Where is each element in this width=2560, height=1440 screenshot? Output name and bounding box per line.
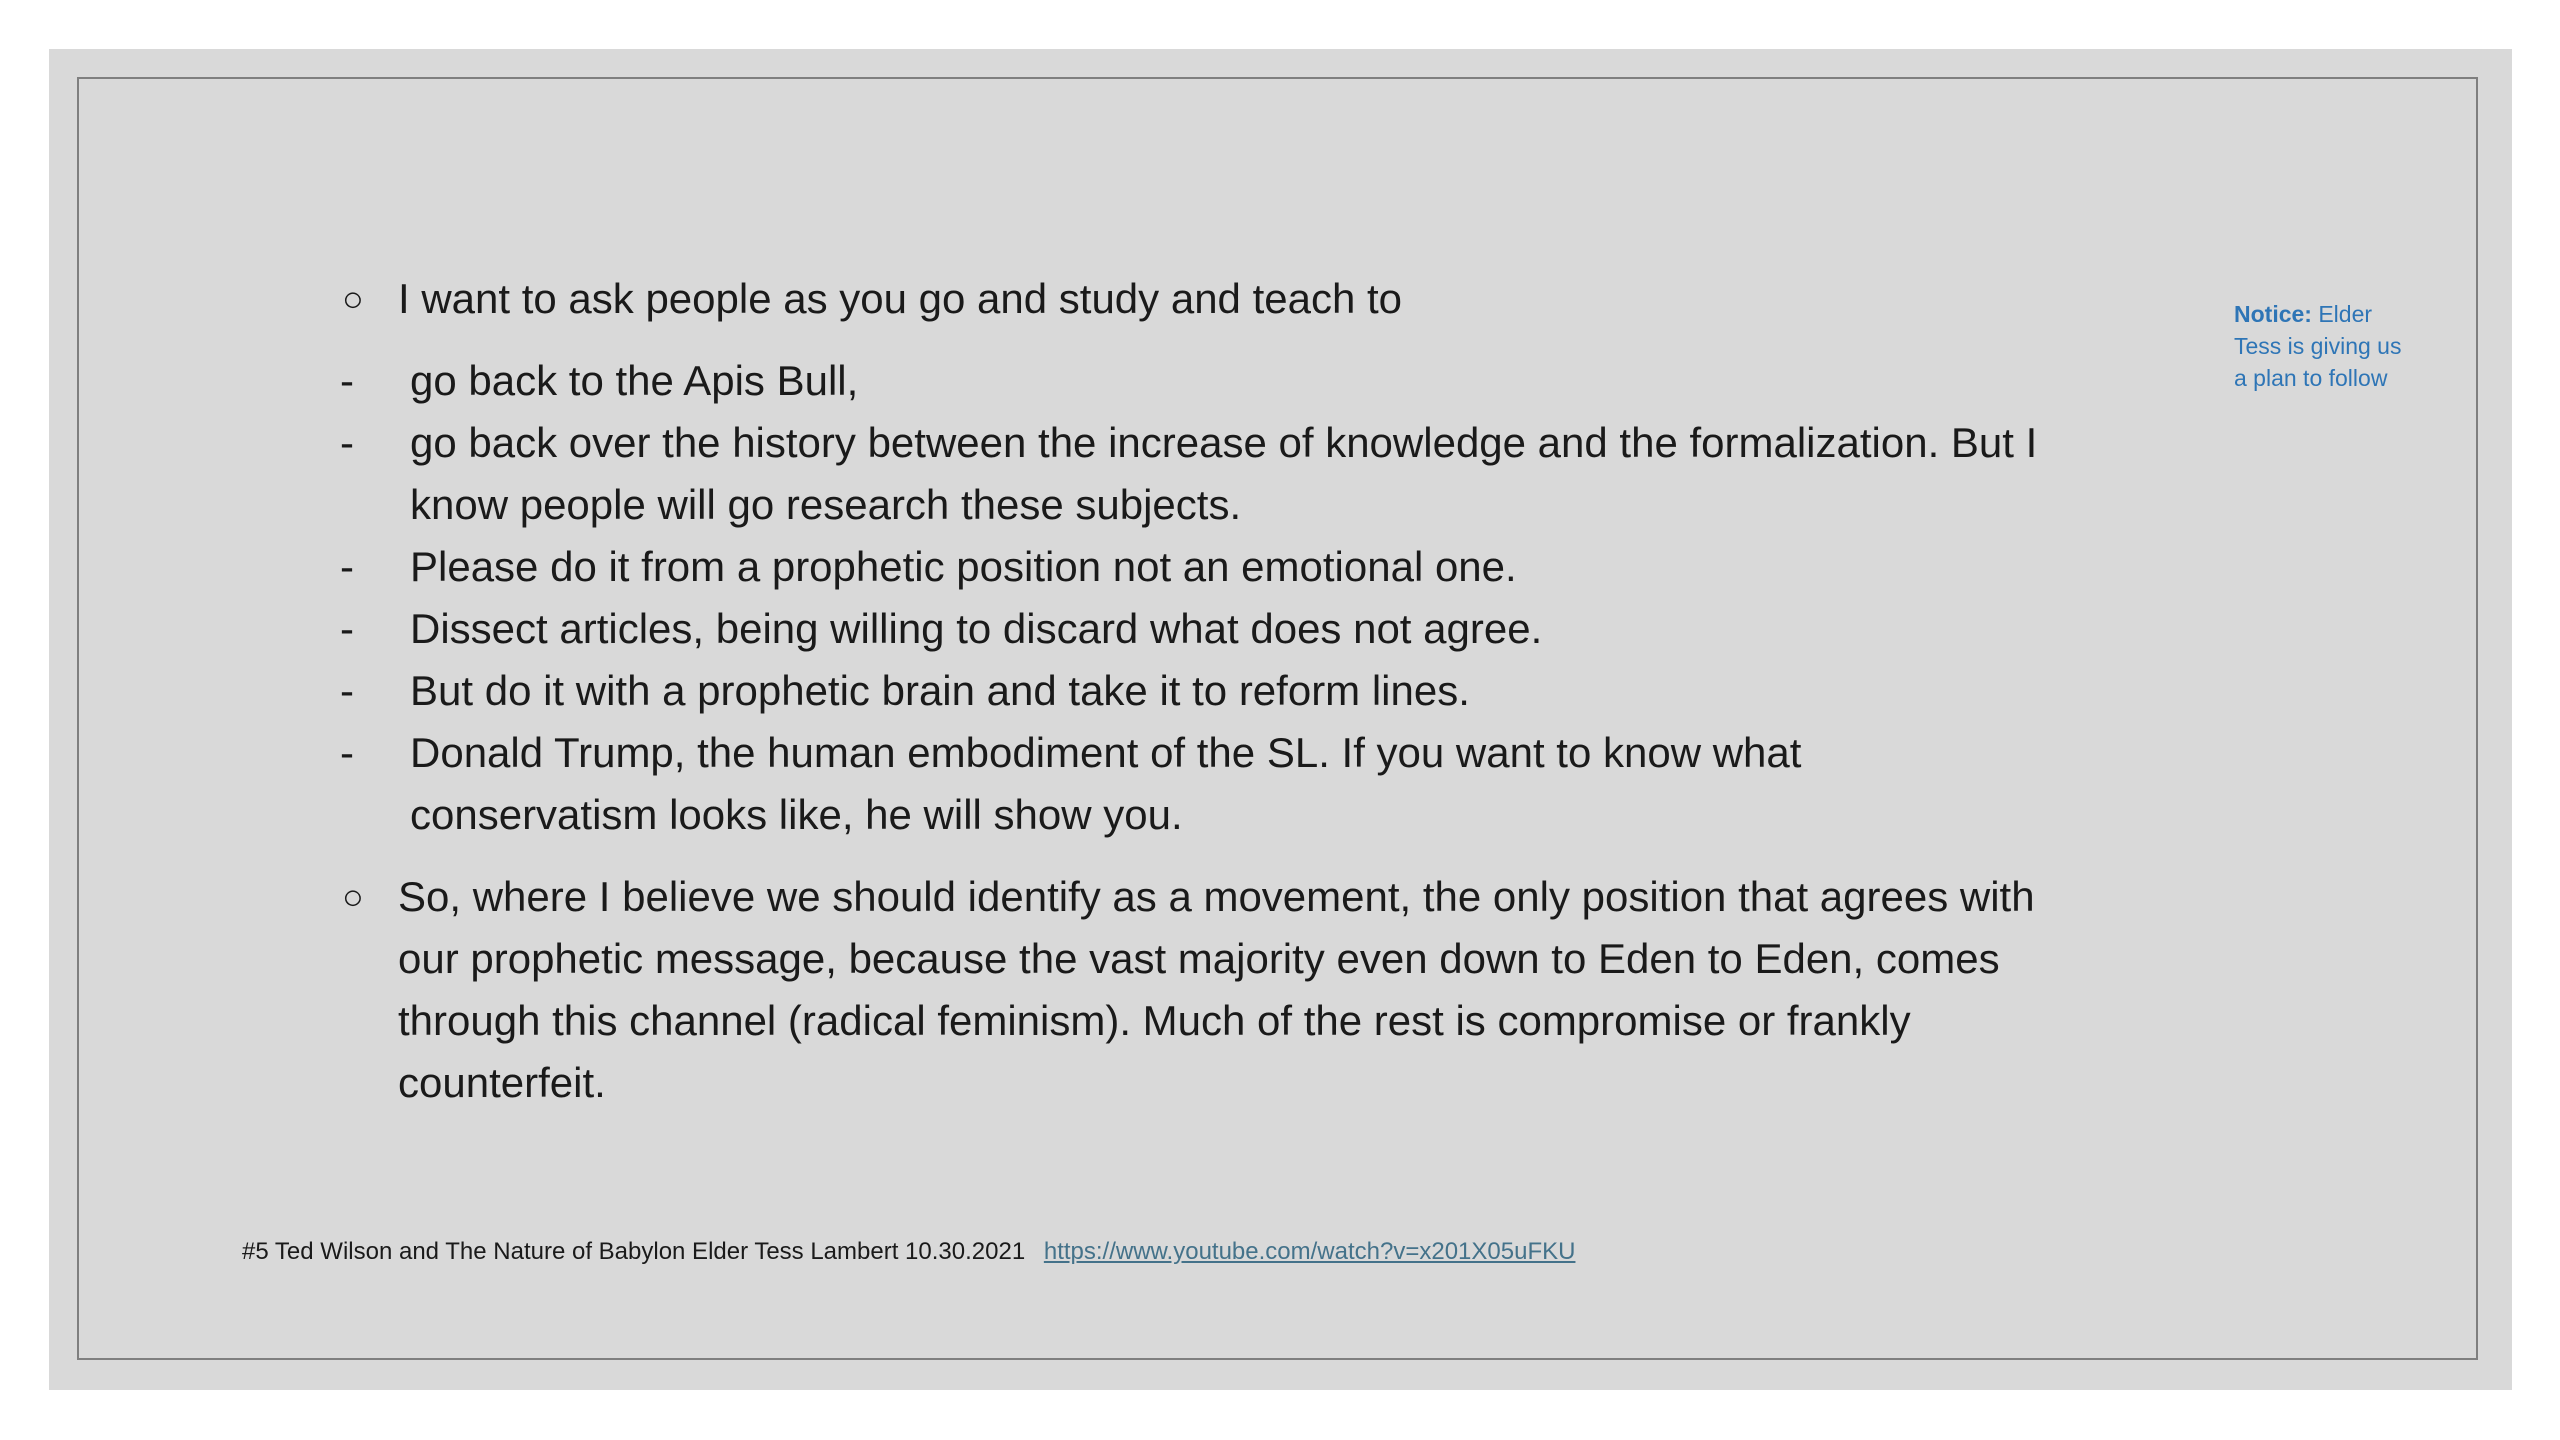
dash-item (330, 412, 2210, 536)
dash-item (330, 350, 2210, 412)
dash-bullet-icon: - (340, 419, 354, 466)
dash-item-text: Please do it from a prophetic position not an emotional one. (410, 543, 1517, 590)
slide-content (330, 268, 2210, 1114)
dash-bullet-icon: - (340, 543, 354, 590)
closing-bullet (330, 866, 2210, 1114)
dash-item-text: know people will go research these subjects. (410, 481, 1242, 528)
notice-label: Notice: (2234, 301, 2312, 327)
circle-bullet-icon: ○ (342, 876, 364, 917)
closing-bullet-text: counterfeit. (398, 1059, 606, 1106)
dash-bullet-icon: - (340, 667, 354, 714)
notice-annotation (2234, 298, 2434, 394)
closing-bullet-text: our prophetic message, because the vast majority even down to Eden to Eden, comes (398, 935, 2000, 982)
dash-item-text: Donald Trump, the human embodiment of the SL. If you want to know what (410, 729, 1802, 776)
intro-bullet (330, 268, 2210, 330)
dash-item-text: conservatism looks like, he will show you. (410, 791, 1183, 838)
intro-bullet-text: I want to ask people as you go and study and teach to (398, 275, 1403, 322)
notice-text: Elder (2318, 301, 2373, 327)
dash-item (330, 722, 2210, 846)
dash-item-text: Dissect articles, being willing to discard what does not agree. (410, 605, 1543, 652)
notice-text: a plan to follow (2234, 365, 2388, 391)
dash-bullet-icon: - (340, 605, 354, 652)
dash-item-text: go back to the Apis Bull, (410, 357, 859, 404)
notice-text: Tess is giving us (2234, 333, 2402, 359)
dash-item (330, 598, 2210, 660)
dash-list (330, 350, 2210, 846)
dash-item-text: go back over the history between the increase of knowledge and the formalization. But I (410, 419, 2038, 466)
dash-item-text: But do it with a prophetic brain and take it to reform lines. (410, 667, 1470, 714)
source-link[interactable]: https://www.youtube.com/watch?v=x201X05uFKU (1043, 1238, 1576, 1265)
dash-bullet-icon: - (340, 729, 354, 776)
closing-bullet-text: So, where I believe we should identify as a movement, the only position that agrees with (398, 873, 2035, 920)
closing-bullet-text: through this channel (radical feminism). Much of the rest is compromise or frankly (398, 997, 1911, 1044)
dash-bullet-icon: - (340, 357, 354, 404)
footer-citation (242, 1238, 1575, 1266)
dash-item (330, 660, 2210, 722)
citation-text: #5 Ted Wilson and The Nature of Babylon Elder Tess Lambert 10.30.2021 (242, 1238, 1026, 1265)
circle-bullet-icon: ○ (342, 278, 364, 319)
dash-item (330, 536, 2210, 598)
